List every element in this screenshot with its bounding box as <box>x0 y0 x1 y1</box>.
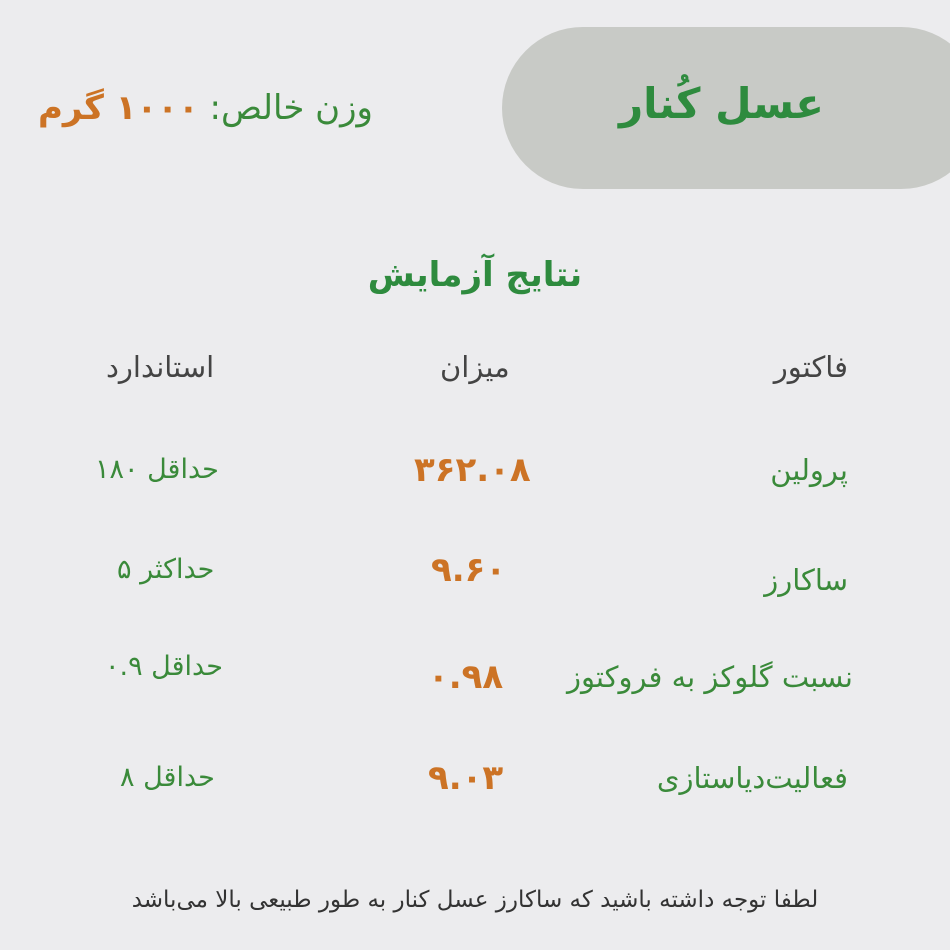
standard-cell: حداقل ۱۸۰ <box>95 454 219 485</box>
product-name: عسل کُنار <box>618 79 824 128</box>
amount-cell: ۹.۰۳ <box>428 758 504 798</box>
table-row <box>0 753 950 813</box>
standard-cell: حداقل ۰.۹ <box>105 651 223 682</box>
factor-cell: پرولین <box>770 453 848 487</box>
amount-cell: ۰.۹۸ <box>428 657 504 697</box>
amount-cell: ۹.۶۰ <box>431 550 507 590</box>
column-header-amount: میزان <box>440 350 510 384</box>
table-row <box>0 652 950 712</box>
factor-cell: نسبت گلوکز به فروکتوز <box>566 660 853 694</box>
factor-cell: ساکارز <box>764 563 848 597</box>
net-weight-value: ۱۰۰۰ گرم <box>38 88 199 128</box>
net-weight-label: وزن خالص: <box>209 88 373 128</box>
standard-cell: حداکثر ۵ <box>117 554 215 585</box>
table-row <box>0 445 950 505</box>
column-header-factor: فاکتور <box>773 350 848 384</box>
table-row <box>0 545 950 605</box>
net-weight <box>38 84 373 132</box>
column-header-standard: استاندارد <box>106 350 215 384</box>
amount-cell: ۳۶۲.۰۸ <box>414 450 531 490</box>
footnote: لطفا توجه داشته باشید که ساکارز عسل کنار به طور طبیعی بالا می‌باشد <box>131 887 819 913</box>
results-title: نتایج آزمایش <box>367 255 583 295</box>
factor-cell: فعالیت‌دیاستازی <box>656 761 848 795</box>
standard-cell: حداقل ۸ <box>120 762 215 793</box>
